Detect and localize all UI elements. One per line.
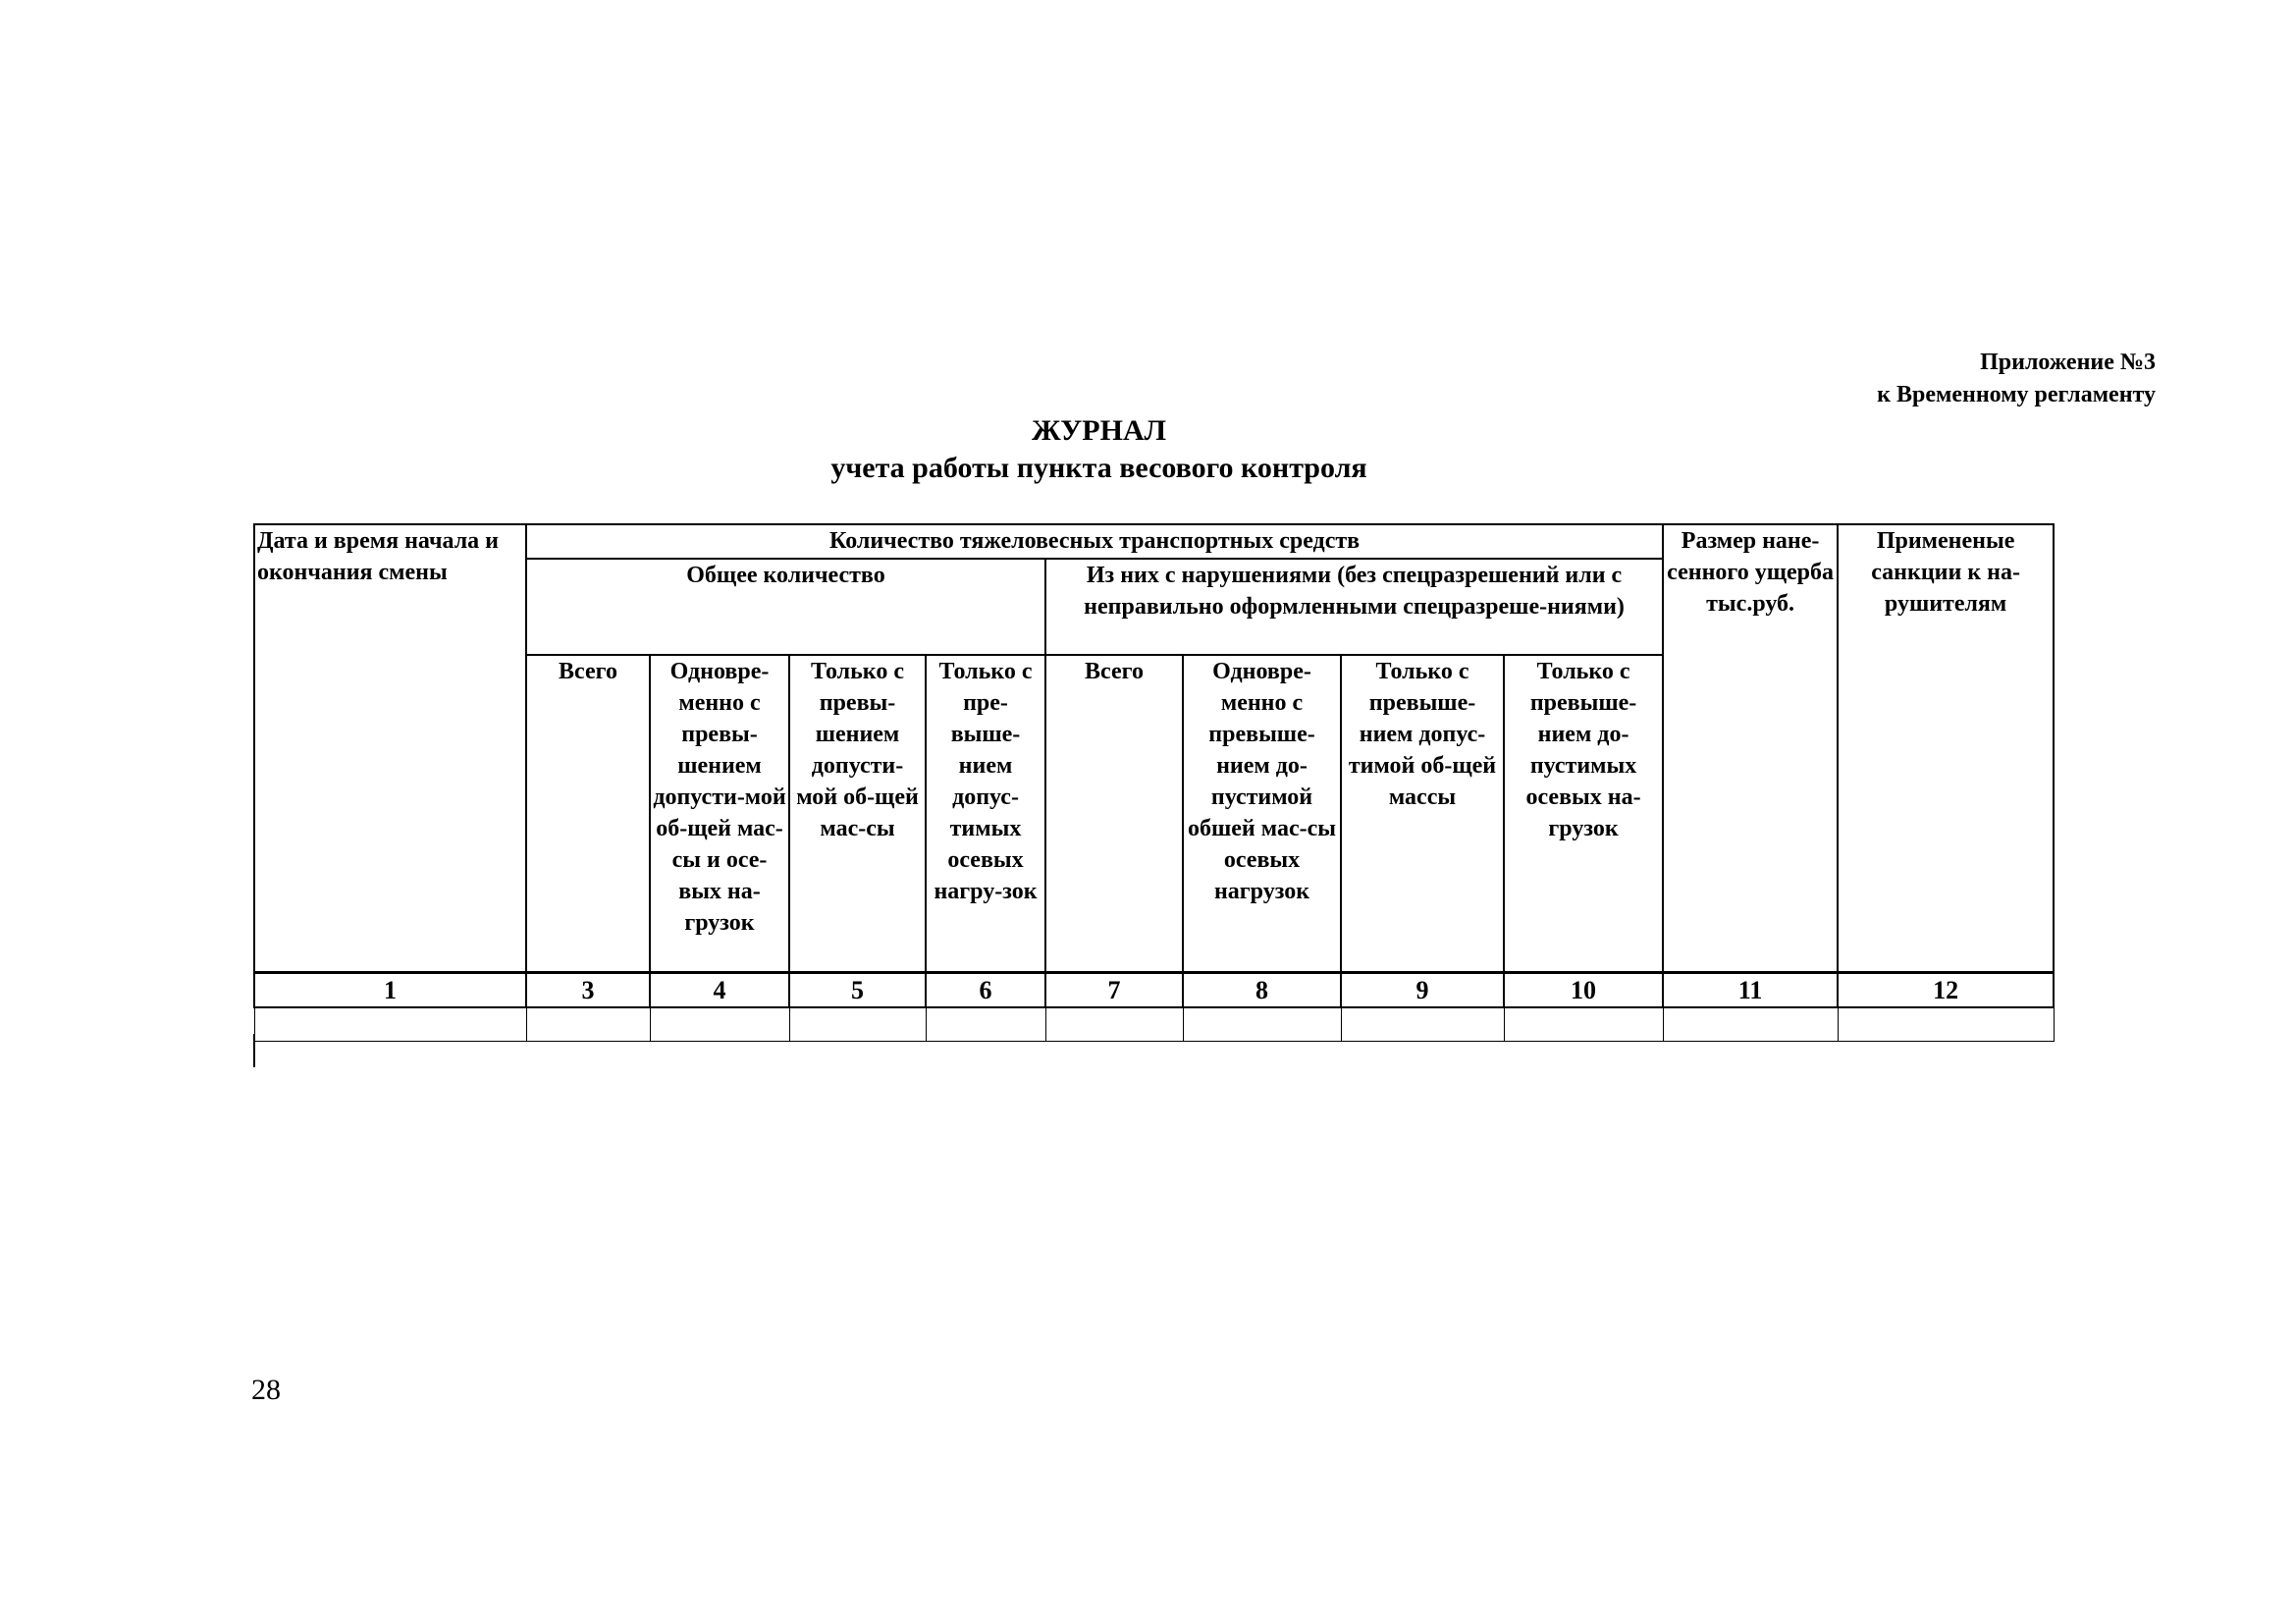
empty-cell <box>1663 1007 1838 1042</box>
column-number: 6 <box>926 973 1045 1008</box>
header-sanctions: Примененые санкции к на-рушителям <box>1838 524 2054 973</box>
title-sub: учета работы пункта весового контроля <box>830 452 1367 484</box>
empty-cell <box>926 1007 1045 1042</box>
empty-cell <box>789 1007 926 1042</box>
header-damage: Размер нане-сенного ущерба тыс.руб. <box>1663 524 1838 973</box>
empty-data-row <box>254 1007 2054 1042</box>
empty-cell <box>1838 1007 2054 1042</box>
header-violations-both: Одновре-менно с превыше-нием до-пустимой обшей мас-сы осевых нагрузок <box>1183 655 1341 973</box>
column-number: 11 <box>1663 973 1838 1008</box>
column-number: 7 <box>1045 973 1183 1008</box>
header-violations-axle: Только с превыше-нием до-пустимых осевых на-грузок <box>1504 655 1663 973</box>
empty-cell <box>1045 1007 1183 1042</box>
empty-cell <box>254 1007 526 1042</box>
column-number: 3 <box>526 973 650 1008</box>
appendix-line-2: к Временному регламенту <box>1877 382 2156 407</box>
column-number: 8 <box>1183 973 1341 1008</box>
header-violations: Из них с нарушениями (без спецразрешений или с неправильно оформленными спецразреше-ниями) <box>1045 559 1663 655</box>
header-general-both: Одновре-менно с превы-шением допусти-мой об-щей мас-сы и осе-вых на-грузок <box>650 655 789 973</box>
appendix-note <box>1877 347 2156 411</box>
header-violations-mass: Только с превыше-нием допус-тимой об-щей массы <box>1341 655 1504 973</box>
title-main: ЖУРНАЛ <box>1032 414 1166 447</box>
journal-table <box>253 523 2055 1042</box>
empty-cell <box>1504 1007 1663 1042</box>
appendix-line-1: Приложение №3 <box>1980 350 2156 375</box>
header-general-quantity: Общее количество <box>526 559 1045 655</box>
column-number-row <box>254 973 2054 1008</box>
empty-cell <box>1183 1007 1341 1042</box>
empty-cell <box>526 1007 650 1042</box>
header-general-axle: Только с пре-выше-нием допус-тимых осевых нагру-зок <box>926 655 1045 973</box>
header-quantity-group: Количество тяжеловесных транспортных средств <box>526 524 1663 559</box>
column-number: 12 <box>1838 973 2054 1008</box>
header-general-total: Всего <box>526 655 650 973</box>
column-number: 10 <box>1504 973 1663 1008</box>
document-title <box>0 412 2296 487</box>
header-row-1 <box>254 524 2054 559</box>
empty-cell <box>1341 1007 1504 1042</box>
column-number: 5 <box>789 973 926 1008</box>
page-number: 28 <box>251 1374 281 1406</box>
header-date-time: Дата и время начала и окончания смены <box>254 524 526 973</box>
column-number: 9 <box>1341 973 1504 1008</box>
table-tail-line <box>253 1034 255 1067</box>
empty-cell <box>650 1007 789 1042</box>
header-general-mass: Только с превы-шением допусти-мой об-щей мас-сы <box>789 655 926 973</box>
header-violations-total: Всего <box>1045 655 1183 973</box>
column-number: 4 <box>650 973 789 1008</box>
column-number: 1 <box>254 973 526 1008</box>
